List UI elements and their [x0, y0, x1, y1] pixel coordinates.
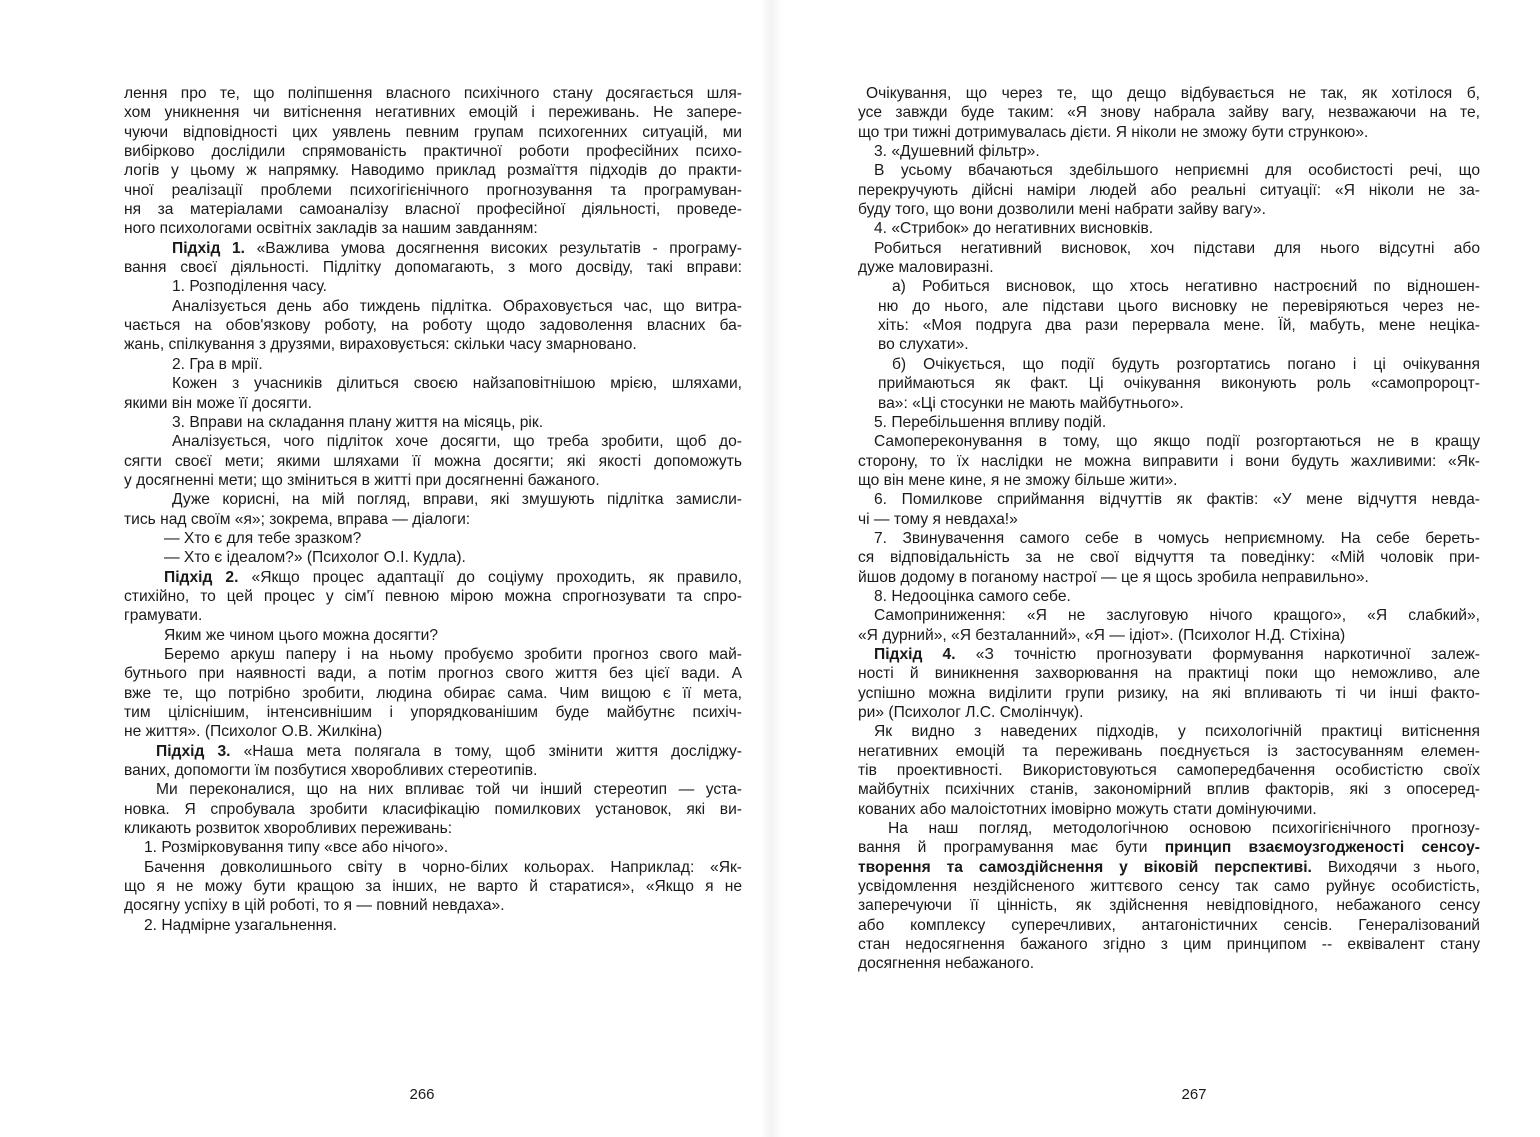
- text-line: «Я дурний», «Я безталанний», «Я — ідіот». (Психолог Н.Д. Стіхіна): [858, 626, 1346, 644]
- text-line: приймаються як факт. Ці очікування виконують роль «самопророцт-: [878, 375, 1480, 393]
- text-line: хіть: «Моя подруга два рази перервала мене. Їй, мабуть, мене неціка-: [878, 317, 1480, 335]
- text-line: жань, спілкування з друзями, вираховується: скільки часу змарновано.: [124, 336, 637, 354]
- text-line: сягти своєї мети; якими шляхами її можна досягти; які якості допоможуть: [124, 452, 742, 470]
- text-line: майбутніх психічних станів, закономірний вплив факторів, які з опосеред-: [858, 781, 1480, 799]
- text-line: 1. Розмірковування типу «все або нічого».: [144, 839, 449, 857]
- text-line: вання й програмування має бути принцип взаємоузгодженості сенсоу-: [858, 839, 1480, 857]
- text-line: бутнього при наявності вади, а потім прогноз свого життя без цієї вади. А: [124, 665, 742, 683]
- text-line: ри» (Психолог Л.С. Смолінчук).: [858, 704, 1084, 721]
- text-line: — Хто є ідеалом?» (Психолог О.І. Кудла).: [164, 549, 466, 567]
- text-line: ваних, допомогти їм позбутися хворобливих стереотипів.: [124, 762, 538, 780]
- text-line: вибірково дослідили спрямованість практичної роботи професійних психо-: [124, 143, 742, 161]
- text-line: досягнення небажаного.: [858, 955, 1035, 973]
- text-line: логів у цьому ж напрямку. Наводимо приклад розмаїття підходів до практи-: [124, 162, 742, 180]
- text-line: ню до нього, але підстави цього висновку не перевіряються через не-: [878, 297, 1480, 315]
- page-number-right: 267: [1181, 1086, 1207, 1103]
- text-line: Кожен з учасників ділиться своєю найзаповітнішою мрією, шляхами,: [172, 375, 742, 393]
- text-line: ва»: «Ці стосунки не мають майбутнього».: [878, 394, 1184, 412]
- text-line: Підхід 2. «Якщо процес адаптації до соціуму проходить, як правило,: [164, 568, 742, 586]
- text-line: йшов додому в поганому настрої — це я щось зробила неправильно».: [858, 568, 1369, 586]
- text-line: 7. Звинувачення самого себе в чомусь неприємному. На себе береть-: [874, 529, 1480, 547]
- text-line: буду того, що вони дозволили мені набрати зайву вагу».: [858, 201, 1266, 219]
- text-line: На наш погляд, методологічною основою психогігієнічного прогнозу-: [888, 820, 1480, 838]
- text-line: усвідомлення нездійсненого життєвого сенсу так само руйнує особистість,: [858, 878, 1480, 896]
- text-line: 3. «Душевний фільтр».: [874, 143, 1040, 161]
- text-line: хом уникнення чи витіснення негативних емоцій і переживань. Не запере-: [124, 104, 742, 122]
- text-line: кликають розвиток хворобливих переживань:: [124, 820, 453, 838]
- left-page-text: [124, 84, 742, 935]
- text-line: б) Очікується, що події будуть розгортатись погано і ці очікування: [892, 355, 1480, 373]
- text-line: Беремо аркуш паперу і на ньому пробуємо зробити прогноз свого май-: [164, 645, 742, 663]
- right-page-text: [858, 84, 1480, 974]
- text-line: Робиться негативний висновок, хоч підстави для нього відсутні або: [874, 239, 1480, 257]
- text-line: Яким же чином цього можна досягти?: [164, 626, 439, 644]
- text-line: тів проективності. Використовуються самопередбачення особистістю своїх: [858, 762, 1480, 780]
- text-line: не життя». (Психолог О.В. Жилкіна): [124, 723, 383, 741]
- text-line: досягну успіху в цій роботі, то я — повний невдаха».: [124, 897, 505, 915]
- text-line: 8. Недооцінка самого себе.: [874, 587, 1071, 605]
- text-line: сторону, то їх наслідки не можна виправити і вони будуть жахливими: «Як-: [858, 452, 1480, 470]
- text-line: ного психологами освітніх закладів за нашим завданням:: [124, 220, 538, 238]
- text-line: Самоприниження: «Я не заслуговую нічого кращого», «Я слабкий»,: [874, 607, 1480, 625]
- text-line: тись над своїм «я»; зокрема, вправа — діалоги:: [124, 510, 471, 528]
- text-line: В усьому вбачаються здебільшого неприємні для особистості речі, що: [874, 162, 1480, 180]
- text-line: 2. Гра в мрії.: [172, 355, 263, 373]
- text-line: ся відповідальність за не свої відчуття та поведінку: «Мій чоловік при-: [858, 549, 1480, 567]
- text-line: кованих або малоістотних імовірно можуть стати домінуючими.: [858, 800, 1317, 818]
- text-line: Аналізується день або тиждень підлітка. Обраховується час, що витра-: [172, 297, 742, 315]
- text-line: стихійно, то цей процес у сім'ї певною мірою можна спрогнозувати та спро-: [124, 587, 742, 605]
- text-line: чається на обов'язкову роботу, на роботу щодо задоволення власних ба-: [124, 317, 742, 335]
- text-line: вання своєї діяльності. Підлітку допомагають, з мого досвіду, такі вправи:: [124, 259, 742, 277]
- text-line: Підхід 1. «Важлива умова досягнення високих результатів - програму-: [172, 239, 742, 257]
- text-line: 6. Помилкове сприймання відчуттів як фактів: «У мене відчуття невда-: [874, 491, 1480, 509]
- right-page: [770, 0, 1540, 1137]
- text-line: 3. Вправи на складання плану життя на місяць, рік.: [172, 413, 544, 431]
- text-line: дуже маловиразні.: [858, 259, 994, 277]
- text-line: а) Робиться висновок, що хтось негативно настроєний по відношен-: [892, 278, 1480, 296]
- text-line: ня за матеріалами самоаналізу власної професійної діяльності, проведе-: [124, 201, 742, 219]
- text-line: Аналізується, чого підліток хоче досягти, що треба зробити, щоб до-: [172, 433, 742, 451]
- text-line: або комплексу суперечливих, антагоністичних сенсів. Генералізований: [858, 916, 1480, 934]
- text-line: вже те, що потрібно зробити, людина обирає сама. Чим вищою є її мета,: [124, 684, 742, 702]
- text-line: чної реалізації проблеми психогігієнічного прогнозування та програмуван-: [124, 181, 742, 199]
- text-line: 2. Надмірне узагальнення.: [144, 916, 337, 934]
- text-line: 4. «Стрибок» до негативних висновків.: [874, 220, 1154, 238]
- text-line: перекручують дійсні наміри людей або реальні ситуації: «Я ніколи не за-: [858, 181, 1480, 199]
- text-line: тим ціліснішим, інтенсивнішим і упорядкованішим буде майбутнє психіч-: [124, 704, 742, 721]
- text-line: во слухати».: [878, 336, 969, 354]
- text-line: лення про те, що поліпшення власного психічного стану досягається шля-: [124, 85, 742, 102]
- text-line: Дуже корисні, на мій погляд, вправи, які змушують підлітка замисли-: [172, 491, 742, 509]
- text-line: творення та самоздійснення у віковій перспективі. Виходячи з нього,: [858, 858, 1480, 876]
- text-line: Очікування, що через те, що дещо відбувається не так, як хотілося б,: [866, 85, 1480, 102]
- text-line: що я не можу бути кращою за інших, не варто й старатися», «Якщо я не: [124, 878, 742, 896]
- page-number-left: 266: [409, 1086, 435, 1103]
- text-line: Підхід 4. «З точністю прогнозувати формування наркотичної залеж-: [874, 645, 1480, 663]
- text-line: негативних емоцій та переживань поєднується із застосуванням елемен-: [858, 742, 1480, 760]
- text-line: Як видно з наведених підходів, у психологічній практиці витіснення: [874, 723, 1480, 741]
- text-line: що три тижні дотримувалась дієти. Я ніколи не зможу бути стрункою».: [858, 123, 1369, 141]
- text-line: Ми переконалися, що на них впливає той чи інший стереотип — уста-: [156, 781, 742, 799]
- text-line: Бачення довколишнього світу в чорно-білих кольорах. Наприклад: «Як-: [144, 858, 742, 876]
- text-line: чі — тому я невдаха!»: [858, 510, 1018, 528]
- text-line: 5. Перебільшення впливу подій.: [874, 413, 1107, 431]
- text-line: усе завжди буде таким: «Я знову набрала зайву вагу, незважаючи на те,: [858, 104, 1480, 122]
- text-line: чуючи відповідності цих уявлень певним групам психогенних ситуацій, ми: [124, 123, 742, 141]
- text-line: що він мене кине, я не зможу більше жити».: [858, 471, 1178, 489]
- text-line: новка. Я спробувала зробити класифікацію помилкових установок, які ви-: [124, 800, 742, 818]
- text-line: 1. Розподілення часу.: [172, 278, 327, 296]
- text-line: заперечуючи її цінність, як здійснення невідповідного, небажаного сенсу: [858, 897, 1480, 915]
- text-line: успішно можна виділити групи ризику, на які впливають ті чи інші факто-: [858, 684, 1480, 702]
- text-line: стан недосягнення бажаного згідно з цим принципом -- еквівалент стану: [858, 936, 1480, 954]
- text-line: у досягненні мети; що зміниться в житті при досягненні бажаного.: [124, 471, 600, 489]
- text-line: ності й виникнення захворювання на практиці поки що неможливо, але: [858, 665, 1480, 683]
- text-line: — Хто є для тебе зразком?: [164, 529, 362, 547]
- text-line: грамувати.: [124, 607, 203, 625]
- text-line: якими він може її досягти.: [124, 394, 312, 412]
- text-line: Самопереконування в тому, що якщо події розгортаються не в кращу: [874, 433, 1480, 451]
- text-line: Підхід 3. «Наша мета полягала в тому, щоб змінити життя досліджу-: [156, 742, 742, 760]
